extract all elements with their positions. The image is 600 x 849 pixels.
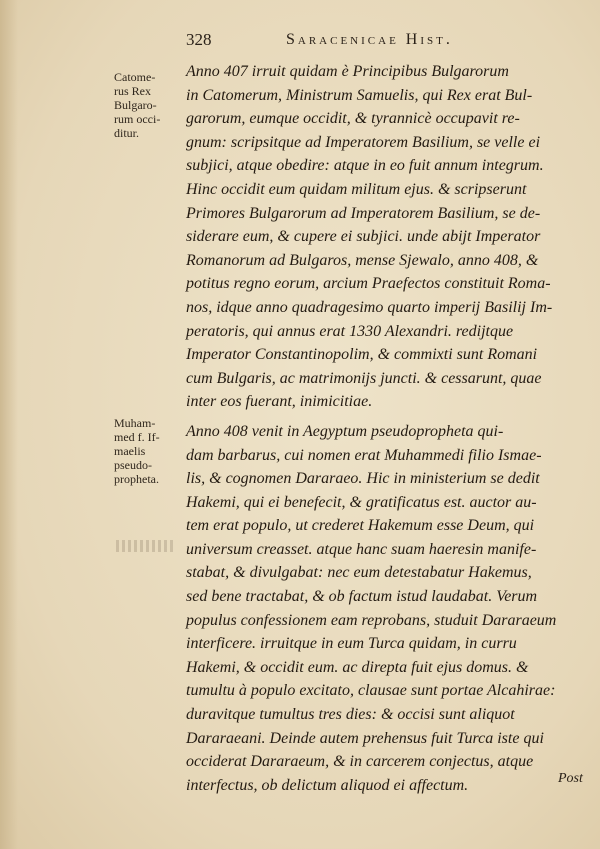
text-line: tumultu à populo excitato, clausae sunt portae Alcahirae: [186, 682, 556, 700]
text-line: lis, & cognomen Dararaeo. Hic in ministerium se dedit [186, 470, 540, 488]
margin-note-line: ditur. [114, 126, 140, 140]
text-line: interfectus, ob delictum aliquod ei affectum. [186, 776, 469, 794]
margin-note-line: pseudo- [114, 458, 152, 472]
margin-note-line: rus Rex [114, 84, 151, 98]
text-line: occiderat Dararaeum, & in carcerem conjectus, atque [186, 753, 534, 771]
text-line: Dararaeani. Deinde autem prehensus fuit Turca iste qui [186, 729, 544, 747]
running-title: Saracenicae Hist. [286, 31, 453, 48]
text-line: potitus regno eorum, arcium Praefectos constituit Roma- [186, 275, 551, 293]
margin-note-line: Bulgaro- [114, 98, 157, 112]
text-line: garorum, eumque occidit, & tyrannicè occupavit re- [186, 110, 520, 128]
text-line: peratoris, qui annus erat 1330 Alexandri. redijtque [186, 322, 514, 340]
text-line: Anno 408 venit in Aegyptum pseudopropheta qui- [186, 422, 504, 440]
bleed-through-mark [116, 540, 176, 552]
text-line: in Catomerum, Ministrum Samuelis, qui Rex erat Bul- [186, 86, 533, 104]
text-line: Anno 407 irruit quidam è Principibus Bulgarorum [186, 63, 509, 80]
text-line: Hinc occidit eum quidam militum ejus. & scripserunt [186, 180, 527, 198]
paragraph-anno-407 [186, 60, 590, 414]
text-line: dam barbarus, cui nomen erat Muhammedi filio Ismae- [186, 446, 542, 464]
text-line: Hakemi, qui ei benefecit, & gratificatus est. auctor au- [186, 493, 537, 511]
margin-note-line: Muham- [114, 416, 156, 430]
margin-note-line: Catome- [114, 70, 156, 84]
text-line: populus confessionem eam reprobans, studuit Dararaeum [186, 611, 557, 629]
text-line: Imperator Constantinopolim, & commixti sunt Romani [186, 346, 538, 364]
text-line: universum creasset. atque hanc suam haeresin manife- [186, 540, 537, 558]
margin-note-line: med f. If- [114, 430, 160, 444]
text-line: stabat, & divulgabat: nec eum detestabatur Hakemus, [186, 564, 532, 582]
text-line: Romanorum ad Bulgaros, mense Sjewalo, anno 408, & [186, 251, 539, 269]
text-line: cum Bulgaris, ac matrimonijs juncti. & cessarunt, quae [186, 369, 542, 387]
catchword: Post [558, 771, 583, 786]
margin-note-muhammed [114, 416, 184, 486]
paragraph-anno-408 [186, 420, 590, 798]
text-line: duravitque tumultus tres dies: & occisi sunt aliquot [186, 706, 515, 724]
text-line: inter eos fuerant, inimicitiae. [186, 393, 373, 411]
text-line: interficere. irruitque in eum Turca quidam, in curru [186, 635, 517, 653]
margin-note-line: rum occi- [114, 112, 161, 126]
text-line: sed bene tractabat, & ob factum istud laudabat. Verum [186, 588, 538, 606]
margin-note-line: propheta. [114, 472, 159, 486]
text-line: siderare eum, & cupere ei subjici. unde abijt Imperator [186, 228, 541, 246]
text-line: tem erat populo, ut crederet Hakemum esse Deum, qui [186, 517, 535, 535]
page-gutter-shadow [0, 0, 18, 849]
text-line: nos, idque anno quadragesimo quarto imperij Basilij Im- [186, 298, 553, 316]
text-line: subjici, atque obedire: atque in eo fuit annum integrum. [186, 157, 544, 175]
text-line: Hakemi, & occidit eum. ac direpta fuit ejus domus. & [186, 658, 529, 676]
text-line: Primores Bulgarorum ad Imperatorem Basilium, se de- [186, 204, 541, 222]
margin-note-catomerus [114, 70, 184, 140]
page-header [186, 30, 526, 54]
margin-note-line: maelis [114, 444, 146, 458]
page-number: 328 [186, 30, 212, 49]
body-text [186, 60, 590, 797]
text-line: gnum: scripsitque ad Imperatorem Basilium, se velle ei [186, 133, 541, 151]
